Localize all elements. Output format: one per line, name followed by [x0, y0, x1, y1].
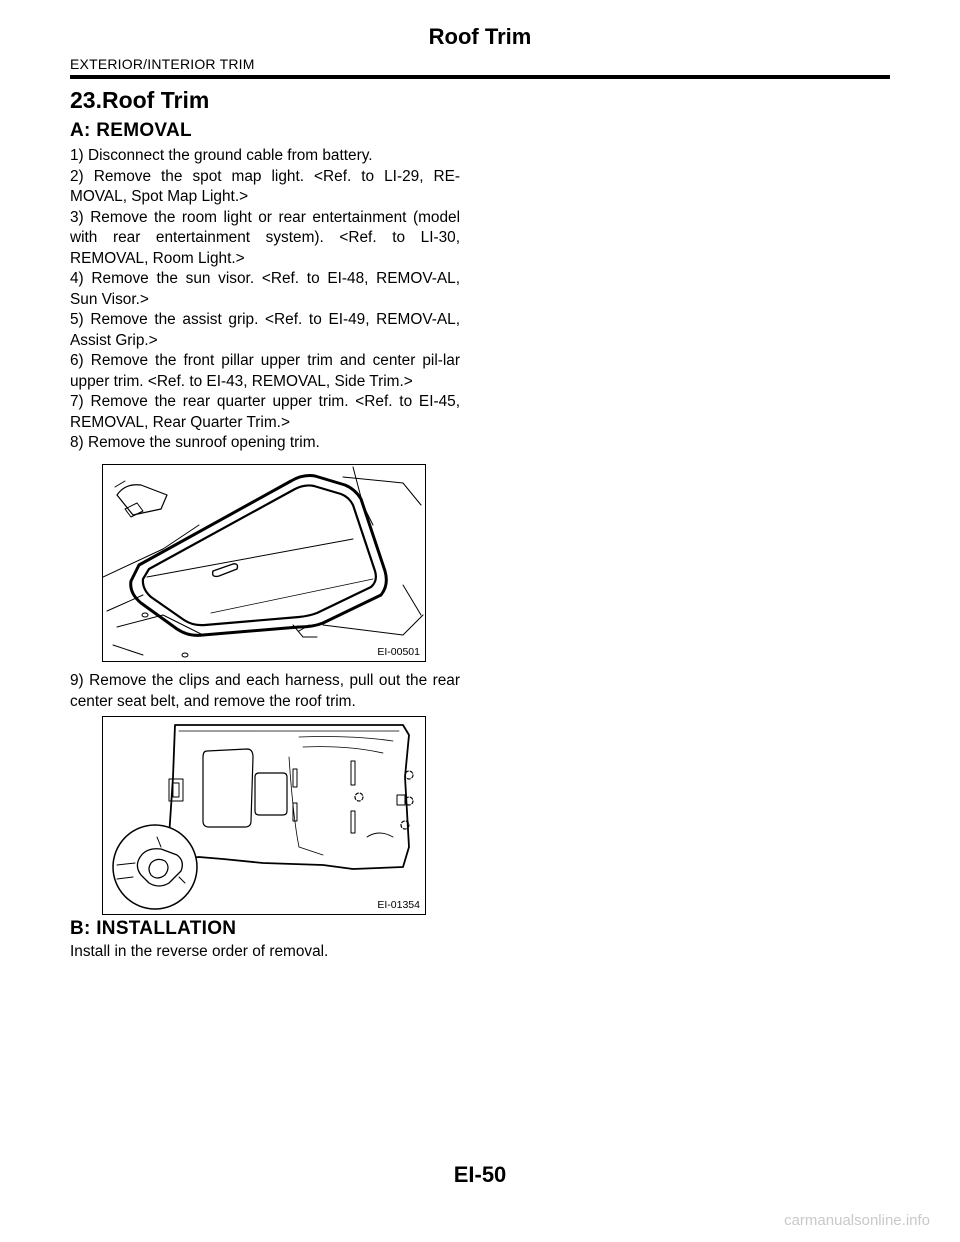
- step-2: 2) Remove the spot map light. <Ref. to LI-29, RE-MOVAL, Spot Map Light.>: [70, 167, 460, 205]
- installation-text: Install in the reverse order of removal.: [70, 943, 329, 960]
- figure-code-2: EI-01354: [377, 899, 420, 911]
- page-header-title: Roof Trim: [428, 24, 532, 49]
- removal-heading: A: REMOVAL: [70, 120, 192, 141]
- step-8: 8) Remove the sunroof opening trim.: [70, 434, 320, 451]
- step-5: 5) Remove the assist grip. <Ref. to EI-49, REMOV-AL, Assist Grip.>: [70, 311, 460, 349]
- page-header-section: EXTERIOR/INTERIOR TRIM: [70, 56, 255, 72]
- removal-steps: [70, 146, 460, 454]
- section-title: 23.Roof Trim: [70, 87, 210, 113]
- figure-code-1: EI-00501: [377, 646, 420, 658]
- step-3: 3) Remove the room light or rear entertainment (model with rear entertainment system). <Ref. to LI-30, REMOVAL, Room Light.>: [70, 208, 460, 267]
- header-divider: [70, 75, 890, 79]
- page-number: EI-50: [453, 1162, 507, 1187]
- sunroof-opening-trim-illustration: [103, 465, 425, 661]
- step-4: 4) Remove the sun visor. <Ref. to EI-48, REMOV-AL, Sun Visor.>: [70, 270, 460, 308]
- figure-sunroof-trim: [102, 464, 426, 662]
- step-9: 9) Remove the clips and each harness, pull out the rear center seat belt, and remove the roof trim.: [70, 672, 460, 710]
- watermark: carmanualsonline.info: [784, 1212, 930, 1229]
- installation-heading: B: INSTALLATION: [70, 918, 237, 939]
- figure-roof-trim: [102, 716, 426, 915]
- step-6: 6) Remove the front pillar upper trim and center pil-lar upper trim. <Ref. to EI-43, REMOVAL, Side Trim.>: [70, 352, 460, 390]
- step-1: 1) Disconnect the ground cable from battery.: [70, 147, 373, 164]
- roof-trim-panel-illustration: [103, 717, 425, 914]
- step-7: 7) Remove the rear quarter upper trim. <Ref. to EI-45, REMOVAL, Rear Quarter Trim.>: [70, 393, 460, 431]
